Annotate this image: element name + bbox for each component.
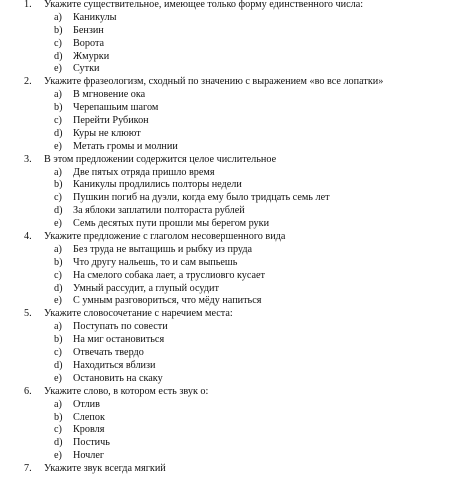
option-letter: b): [54, 411, 63, 423]
option-letter: c): [54, 347, 62, 359]
option-text: Остановить на скаку: [73, 372, 163, 384]
question-number: 5.: [24, 308, 32, 320]
option-text: Пушкин погиб на дуэли, когда ему было тридцать семь лет: [73, 192, 330, 204]
question-number: 6.: [24, 385, 32, 397]
option-text: Две пятых отряда пришло время: [73, 166, 215, 178]
option-letter: d): [54, 437, 63, 449]
option-letter: e): [54, 372, 62, 384]
answer-option: [0, 205, 453, 218]
question-text: Укажите слово, в котором есть звук о:: [44, 385, 209, 397]
question-number: 1.: [24, 0, 32, 10]
option-text: Каникулы продлились полторы недели: [73, 179, 242, 191]
option-letter: a): [54, 89, 62, 101]
option-letter: a): [54, 321, 62, 333]
option-letter: c): [54, 37, 62, 49]
option-text: Сутки: [73, 63, 100, 75]
option-letter: b): [54, 334, 63, 346]
answer-option: [0, 424, 453, 437]
option-letter: b): [54, 24, 63, 36]
option-text: Поступать по совести: [73, 321, 168, 333]
option-letter: e): [54, 140, 62, 152]
answer-option: [0, 399, 453, 412]
option-text: Бензин: [73, 24, 104, 36]
option-letter: e): [54, 295, 62, 307]
option-text: Жмурки: [73, 50, 110, 62]
answer-option: [0, 347, 453, 360]
option-text: Каникулы: [73, 11, 117, 23]
option-letter: b): [54, 102, 63, 114]
option-text: На смелого собака лает, а труслиовго кусает: [73, 269, 266, 281]
answer-option: [0, 244, 453, 257]
option-text: Метать громы и молнии: [73, 140, 178, 152]
answer-option: [0, 192, 453, 205]
answer-option: [0, 115, 453, 128]
answer-option: [0, 12, 453, 25]
question-number: 2.: [24, 76, 32, 88]
option-text: Ворота: [73, 37, 105, 49]
answer-option: [0, 179, 453, 192]
answer-option: [0, 51, 453, 64]
option-text: На миг остановиться: [73, 334, 165, 346]
answer-option: [0, 102, 453, 115]
option-letter: b): [54, 179, 63, 191]
question-text: Укажите звук всегда мягкий: [44, 463, 166, 475]
question-2: [0, 76, 453, 89]
answer-option: [0, 373, 453, 386]
answer-option: [0, 218, 453, 231]
option-text: С умным разговориться, что мёду напиться: [73, 295, 262, 307]
option-letter: d): [54, 127, 63, 139]
option-text: Что другу нальешь, то и сам выпьешь: [73, 256, 238, 268]
option-letter: a): [54, 11, 62, 23]
answer-option: [0, 270, 453, 283]
question-1: [0, 0, 453, 12]
option-text: Кровля: [73, 424, 105, 436]
question-5: [0, 308, 453, 321]
answer-option: [0, 38, 453, 51]
option-letter: e): [54, 450, 62, 462]
option-text: Отлив: [73, 398, 100, 410]
option-text: Слепок: [73, 411, 105, 423]
option-letter: e): [54, 218, 62, 230]
answer-option: [0, 89, 453, 102]
answer-option: [0, 450, 453, 463]
question-3: [0, 154, 453, 167]
answer-option: [0, 257, 453, 270]
question-text: Укажите фразеологизм, сходный по значению с выражением «во все лопатки»: [44, 76, 384, 88]
answer-option: [0, 334, 453, 347]
option-letter: a): [54, 243, 62, 255]
answer-option: [0, 63, 453, 76]
question-text: Укажите существительное, имеющее только форму единственного числа:: [44, 0, 364, 10]
option-text: Ночлег: [73, 450, 105, 462]
option-letter: c): [54, 424, 62, 436]
option-letter: c): [54, 192, 62, 204]
option-letter: a): [54, 166, 62, 178]
answer-option: [0, 283, 453, 296]
option-letter: d): [54, 359, 63, 371]
answer-option: [0, 412, 453, 425]
option-text: За яблоки заплатили полтораста рублей: [73, 205, 245, 217]
option-letter: d): [54, 50, 63, 62]
option-letter: b): [54, 256, 63, 268]
option-text: В мгновение ока: [73, 89, 146, 101]
option-text: Черепашьим шагом: [73, 102, 159, 114]
question-6: [0, 386, 453, 399]
option-text: Умный рассудит, а глупый осудит: [73, 282, 219, 294]
answer-option: [0, 360, 453, 373]
option-text: Без труда не вытащишь и рыбку из пруда: [73, 243, 253, 255]
option-text: Куры не клюют: [73, 127, 141, 139]
question-text: Укажите словосочетание с наречием места:: [44, 308, 233, 320]
answer-option: [0, 295, 453, 308]
option-letter: d): [54, 282, 63, 294]
answer-option: [0, 25, 453, 38]
question-text: В этом предложении содержится целое числительное: [44, 153, 277, 165]
option-letter: d): [54, 205, 63, 217]
question-number: 3.: [24, 153, 32, 165]
answer-option: [0, 321, 453, 334]
option-text: Отвечать твердо: [73, 347, 144, 359]
option-text: Находиться вблизи: [73, 359, 156, 371]
question-7: [0, 463, 453, 476]
answer-option: [0, 141, 453, 154]
option-text: Перейти Рубикон: [73, 115, 149, 127]
option-letter: c): [54, 269, 62, 281]
option-text: Семь десятых пути прошли мы берегом руки: [73, 218, 270, 230]
question-number: 4.: [24, 231, 32, 243]
option-letter: e): [54, 63, 62, 75]
question-number: 7.: [24, 463, 32, 475]
question-text: Укажите предложение с глаголом несовершенного вида: [44, 231, 286, 243]
option-text: Постичь: [73, 437, 110, 449]
answer-option: [0, 167, 453, 180]
option-letter: a): [54, 398, 62, 410]
answer-option: [0, 437, 453, 450]
answer-option: [0, 128, 453, 141]
question-4: [0, 231, 453, 244]
option-letter: c): [54, 115, 62, 127]
